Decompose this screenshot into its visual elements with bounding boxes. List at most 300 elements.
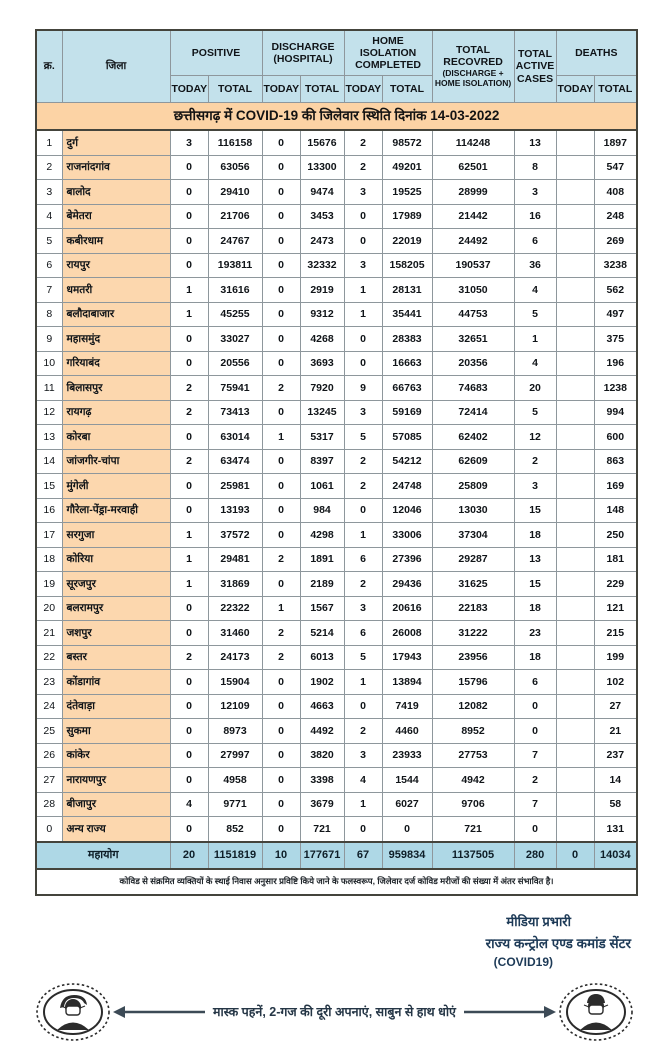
row-value — [556, 547, 594, 572]
row-district: कांकेर — [62, 743, 170, 768]
advisory-text: मास्क पहनें, 2-गज की दूरी अपनाएं, साबुन से हाथ धोएं — [213, 1005, 456, 1019]
row-value: 215 — [594, 621, 637, 646]
row-value: 59169 — [382, 400, 432, 425]
row-value — [556, 621, 594, 646]
row-value: 18 — [514, 645, 556, 670]
row-value: 17943 — [382, 645, 432, 670]
row-value: 27753 — [432, 743, 514, 768]
row-value: 984 — [300, 498, 344, 523]
row-district: बलरामपुर — [62, 596, 170, 621]
row-value: 63014 — [208, 425, 262, 450]
row-value — [556, 523, 594, 548]
row-district: सुकमा — [62, 719, 170, 744]
row-value: 1902 — [300, 670, 344, 695]
row-value: 1 — [262, 596, 300, 621]
row-value: 0 — [170, 768, 208, 793]
row-value: 562 — [594, 278, 637, 303]
row-value: 3693 — [300, 351, 344, 376]
col-header-discharge: DISCHARGE (HOSPITAL) — [262, 30, 344, 76]
row-value: 229 — [594, 572, 637, 597]
row-value: 1567 — [300, 596, 344, 621]
table-row — [36, 449, 637, 474]
row-value: 248 — [594, 204, 637, 229]
col-header-district: जिला — [62, 30, 170, 103]
row-value: 7920 — [300, 376, 344, 401]
table-row — [36, 498, 637, 523]
row-value: 1 — [170, 278, 208, 303]
row-value: 73413 — [208, 400, 262, 425]
row-value: 0 — [344, 817, 382, 842]
row-value: 721 — [300, 817, 344, 842]
row-value: 24748 — [382, 474, 432, 499]
row-value: 9771 — [208, 792, 262, 817]
row-value: 5317 — [300, 425, 344, 450]
table-row — [36, 474, 637, 499]
row-value: 3453 — [300, 204, 344, 229]
row-value: 4 — [344, 768, 382, 793]
left-arrow-icon — [113, 1006, 205, 1018]
row-value: 26008 — [382, 621, 432, 646]
row-value: 13030 — [432, 498, 514, 523]
row-value: 0 — [170, 743, 208, 768]
row-value: 45255 — [208, 302, 262, 327]
row-sr: 27 — [36, 768, 62, 793]
row-value — [556, 130, 594, 155]
row-value: 63474 — [208, 449, 262, 474]
row-value: 25981 — [208, 474, 262, 499]
advisory-strip — [0, 981, 669, 1043]
row-sr: 22 — [36, 645, 62, 670]
row-sr: 20 — [36, 596, 62, 621]
row-value: 2 — [262, 547, 300, 572]
row-value: 49201 — [382, 155, 432, 180]
row-value: 269 — [594, 229, 637, 254]
row-value — [556, 694, 594, 719]
row-value: 1 — [344, 278, 382, 303]
row-district: बेमेतरा — [62, 204, 170, 229]
row-value: 22322 — [208, 596, 262, 621]
table-row — [36, 376, 637, 401]
row-district: दुर्ग — [62, 130, 170, 155]
total-value: 10 — [262, 842, 300, 869]
table-row — [36, 572, 637, 597]
row-value: 5 — [514, 302, 556, 327]
row-value: 6 — [514, 229, 556, 254]
row-value: 25809 — [432, 474, 514, 499]
deaths-today-header: TODAY — [556, 76, 594, 103]
row-value: 0 — [262, 130, 300, 155]
row-value: 9474 — [300, 180, 344, 205]
col-header-positive: POSITIVE — [170, 30, 262, 76]
table-row — [36, 351, 637, 376]
row-district: जशपुर — [62, 621, 170, 646]
row-value: 62501 — [432, 155, 514, 180]
col-header-recovered — [432, 30, 514, 103]
row-sr: 23 — [36, 670, 62, 695]
row-district: सरगुजा — [62, 523, 170, 548]
row-value: 375 — [594, 327, 637, 352]
row-value: 2189 — [300, 572, 344, 597]
row-value: 121 — [594, 596, 637, 621]
row-value: 0 — [262, 204, 300, 229]
row-value: 2 — [344, 130, 382, 155]
table-body — [36, 130, 637, 842]
masked-man-icon — [557, 981, 635, 1043]
row-value: 13193 — [208, 498, 262, 523]
row-district: धमतरी — [62, 278, 170, 303]
row-value: 32651 — [432, 327, 514, 352]
row-value: 181 — [594, 547, 637, 572]
row-sr: 21 — [36, 621, 62, 646]
table-row — [36, 694, 637, 719]
total-value: 280 — [514, 842, 556, 869]
row-value — [556, 253, 594, 278]
row-value: 4460 — [382, 719, 432, 744]
row-value: 22019 — [382, 229, 432, 254]
row-value: 20 — [514, 376, 556, 401]
row-value: 0 — [262, 474, 300, 499]
row-value: 1 — [344, 792, 382, 817]
row-value — [556, 327, 594, 352]
row-value: 2 — [170, 645, 208, 670]
row-value: 0 — [262, 817, 300, 842]
row-value: 0 — [170, 474, 208, 499]
row-value: 0 — [262, 253, 300, 278]
row-value: 408 — [594, 180, 637, 205]
row-value: 9 — [344, 376, 382, 401]
row-value: 0 — [170, 425, 208, 450]
row-value: 28999 — [432, 180, 514, 205]
row-value: 0 — [170, 155, 208, 180]
row-value: 24767 — [208, 229, 262, 254]
table-row — [36, 400, 637, 425]
row-value: 0 — [262, 719, 300, 744]
row-value — [556, 719, 594, 744]
row-value: 1 — [344, 302, 382, 327]
row-value — [556, 376, 594, 401]
row-value: 31460 — [208, 621, 262, 646]
row-value: 33027 — [208, 327, 262, 352]
row-value: 0 — [262, 449, 300, 474]
row-district: जांजगीर-चांपा — [62, 449, 170, 474]
row-district: रायगढ़ — [62, 400, 170, 425]
row-value: 27396 — [382, 547, 432, 572]
row-value: 13894 — [382, 670, 432, 695]
row-value — [556, 474, 594, 499]
table-row — [36, 204, 637, 229]
row-sr: 2 — [36, 155, 62, 180]
row-value: 6 — [344, 547, 382, 572]
col-header-sr: क्र. — [36, 30, 62, 103]
row-sr: 18 — [36, 547, 62, 572]
row-value: 0 — [262, 768, 300, 793]
row-value: 1 — [170, 523, 208, 548]
row-value: 5214 — [300, 621, 344, 646]
row-value: 2 — [262, 645, 300, 670]
table-row — [36, 621, 637, 646]
row-value: 1 — [514, 327, 556, 352]
signature-covid19: (COVID19) — [493, 954, 553, 969]
row-sr: 3 — [36, 180, 62, 205]
row-value: 0 — [262, 155, 300, 180]
total-value: 177671 — [300, 842, 344, 869]
row-value: 3 — [344, 743, 382, 768]
row-sr: 1 — [36, 130, 62, 155]
table-row — [36, 253, 637, 278]
row-value: 21 — [594, 719, 637, 744]
row-value: 4958 — [208, 768, 262, 793]
row-value: 98572 — [382, 130, 432, 155]
row-value: 5 — [344, 645, 382, 670]
row-value: 2 — [170, 449, 208, 474]
row-value: 13 — [514, 130, 556, 155]
row-sr: 28 — [36, 792, 62, 817]
row-value: 0 — [344, 229, 382, 254]
row-value: 36 — [514, 253, 556, 278]
row-value: 5 — [344, 425, 382, 450]
row-sr: 5 — [36, 229, 62, 254]
row-value: 15904 — [208, 670, 262, 695]
row-value: 6 — [514, 670, 556, 695]
row-value: 7 — [514, 743, 556, 768]
row-value — [556, 351, 594, 376]
masked-woman-icon — [34, 981, 112, 1043]
row-value: 23 — [514, 621, 556, 646]
row-district: नारायणपुर — [62, 768, 170, 793]
total-value: 14034 — [594, 842, 637, 869]
row-value: 28383 — [382, 327, 432, 352]
row-value: 21706 — [208, 204, 262, 229]
row-sr: 4 — [36, 204, 62, 229]
row-value: 62609 — [432, 449, 514, 474]
row-value: 4942 — [432, 768, 514, 793]
row-value: 0 — [262, 302, 300, 327]
row-value: 1544 — [382, 768, 432, 793]
row-value: 57085 — [382, 425, 432, 450]
row-value: 0 — [170, 694, 208, 719]
row-value: 1061 — [300, 474, 344, 499]
total-row — [36, 842, 637, 869]
row-sr: 6 — [36, 253, 62, 278]
row-district: बलौदाबाजार — [62, 302, 170, 327]
row-value: 2 — [170, 376, 208, 401]
row-value: 24173 — [208, 645, 262, 670]
row-value: 31222 — [432, 621, 514, 646]
row-value: 497 — [594, 302, 637, 327]
row-value: 2 — [514, 768, 556, 793]
row-district: मुंगेली — [62, 474, 170, 499]
row-sr: 25 — [36, 719, 62, 744]
row-value: 3 — [344, 253, 382, 278]
row-value: 18 — [514, 596, 556, 621]
row-value: 131 — [594, 817, 637, 842]
row-value: 0 — [262, 694, 300, 719]
row-value: 0 — [170, 596, 208, 621]
row-value: 13 — [514, 547, 556, 572]
row-value: 20356 — [432, 351, 514, 376]
row-value: 44753 — [432, 302, 514, 327]
row-value: 9312 — [300, 302, 344, 327]
row-value: 0 — [262, 351, 300, 376]
total-value: 20 — [170, 842, 208, 869]
row-value: 13245 — [300, 400, 344, 425]
row-district: कबीरधाम — [62, 229, 170, 254]
row-value: 0 — [262, 400, 300, 425]
row-value: 1 — [170, 302, 208, 327]
row-value — [556, 743, 594, 768]
row-value: 15676 — [300, 130, 344, 155]
row-value: 2 — [262, 621, 300, 646]
row-value — [556, 400, 594, 425]
discharge-total-header: TOTAL — [300, 76, 344, 103]
row-value: 2 — [262, 376, 300, 401]
row-sr: 26 — [36, 743, 62, 768]
row-value: 72414 — [432, 400, 514, 425]
row-sr: 9 — [36, 327, 62, 352]
row-value: 0 — [262, 180, 300, 205]
row-value: 2 — [344, 572, 382, 597]
table-row — [36, 547, 637, 572]
row-sr: 11 — [36, 376, 62, 401]
signature-block — [0, 912, 631, 969]
row-value: 0 — [170, 498, 208, 523]
row-value: 169 — [594, 474, 637, 499]
row-value — [556, 155, 594, 180]
row-value: 1 — [170, 547, 208, 572]
row-district: दंतेवाड़ा — [62, 694, 170, 719]
positive-total-header: TOTAL — [208, 76, 262, 103]
table-title-row — [36, 103, 637, 131]
row-value: 0 — [344, 351, 382, 376]
row-sr: 17 — [36, 523, 62, 548]
row-value: 4 — [514, 278, 556, 303]
row-value: 9706 — [432, 792, 514, 817]
row-value: 12046 — [382, 498, 432, 523]
row-value: 15 — [514, 572, 556, 597]
recovered-label: TOTAL RECOVRED — [443, 44, 503, 69]
row-value: 196 — [594, 351, 637, 376]
row-value: 31050 — [432, 278, 514, 303]
row-value: 2 — [344, 449, 382, 474]
row-value: 19525 — [382, 180, 432, 205]
row-value: 14 — [594, 768, 637, 793]
row-value: 66763 — [382, 376, 432, 401]
row-value: 3 — [344, 400, 382, 425]
row-sr: 19 — [36, 572, 62, 597]
row-value: 2 — [170, 400, 208, 425]
col-header-deaths: DEATHS — [556, 30, 637, 76]
row-value — [556, 180, 594, 205]
row-value: 0 — [170, 621, 208, 646]
row-sr: 12 — [36, 400, 62, 425]
row-value — [556, 817, 594, 842]
row-value: 116158 — [208, 130, 262, 155]
row-value: 4 — [514, 351, 556, 376]
row-value: 3 — [170, 130, 208, 155]
row-sr: 0 — [36, 817, 62, 842]
row-value: 18 — [514, 523, 556, 548]
row-value: 20556 — [208, 351, 262, 376]
row-value: 158205 — [382, 253, 432, 278]
row-value: 3 — [344, 180, 382, 205]
row-value: 0 — [262, 743, 300, 768]
row-value: 15 — [514, 498, 556, 523]
row-value: 29481 — [208, 547, 262, 572]
row-value: 0 — [344, 327, 382, 352]
row-value: 0 — [344, 204, 382, 229]
row-value: 24492 — [432, 229, 514, 254]
row-value: 8952 — [432, 719, 514, 744]
row-sr: 16 — [36, 498, 62, 523]
row-value: 3238 — [594, 253, 637, 278]
table-row — [36, 768, 637, 793]
row-value: 102 — [594, 670, 637, 695]
row-value: 31625 — [432, 572, 514, 597]
row-value: 852 — [208, 817, 262, 842]
table-row — [36, 645, 637, 670]
row-value: 27997 — [208, 743, 262, 768]
row-value: 6027 — [382, 792, 432, 817]
positive-today-header: TODAY — [170, 76, 208, 103]
row-value: 7 — [514, 792, 556, 817]
row-value: 3679 — [300, 792, 344, 817]
col-header-active: TOTAL ACTIVE CASES — [514, 30, 556, 103]
row-value: 0 — [344, 498, 382, 523]
row-district: बिलासपुर — [62, 376, 170, 401]
row-value: 994 — [594, 400, 637, 425]
row-value: 250 — [594, 523, 637, 548]
row-value: 4298 — [300, 523, 344, 548]
row-value: 37304 — [432, 523, 514, 548]
row-value: 17989 — [382, 204, 432, 229]
row-district: राजनांदगांव — [62, 155, 170, 180]
row-value: 54212 — [382, 449, 432, 474]
row-value: 31869 — [208, 572, 262, 597]
total-value: 0 — [556, 842, 594, 869]
row-district: बालोद — [62, 180, 170, 205]
total-value: 1137505 — [432, 842, 514, 869]
page-title: छत्तीसगढ़ में COVID-19 की जिलेवार स्थिति दिनांक 14-03-2022 — [36, 103, 637, 131]
table-row — [36, 817, 637, 842]
table-row — [36, 670, 637, 695]
row-sr: 14 — [36, 449, 62, 474]
row-value: 114248 — [432, 130, 514, 155]
row-district: महासमुंद — [62, 327, 170, 352]
row-value: 1 — [170, 572, 208, 597]
table-row — [36, 523, 637, 548]
row-sr: 8 — [36, 302, 62, 327]
row-value — [556, 498, 594, 523]
row-value: 199 — [594, 645, 637, 670]
row-value — [556, 792, 594, 817]
row-value: 0 — [262, 278, 300, 303]
row-value: 5 — [514, 400, 556, 425]
row-value: 0 — [514, 817, 556, 842]
row-value: 0 — [170, 670, 208, 695]
row-value: 33006 — [382, 523, 432, 548]
row-value: 2473 — [300, 229, 344, 254]
recovered-sublabel: (DISCHARGE + HOME ISOLATION) — [434, 68, 512, 89]
row-value: 0 — [170, 204, 208, 229]
table-footnote: कोविड से संक्रमित व्यक्तियों के स्थाई निवास अनुसार प्रविष्टि किये जाने के फलस्वरूप, जिलेवार दर्ज कोविड मरीजों की संख्या में अंतर संभावित है। — [36, 869, 637, 895]
row-value: 3 — [344, 596, 382, 621]
row-value: 4663 — [300, 694, 344, 719]
row-value — [556, 768, 594, 793]
row-value: 0 — [382, 817, 432, 842]
table-row — [36, 130, 637, 155]
row-value: 15796 — [432, 670, 514, 695]
row-value: 0 — [514, 719, 556, 744]
